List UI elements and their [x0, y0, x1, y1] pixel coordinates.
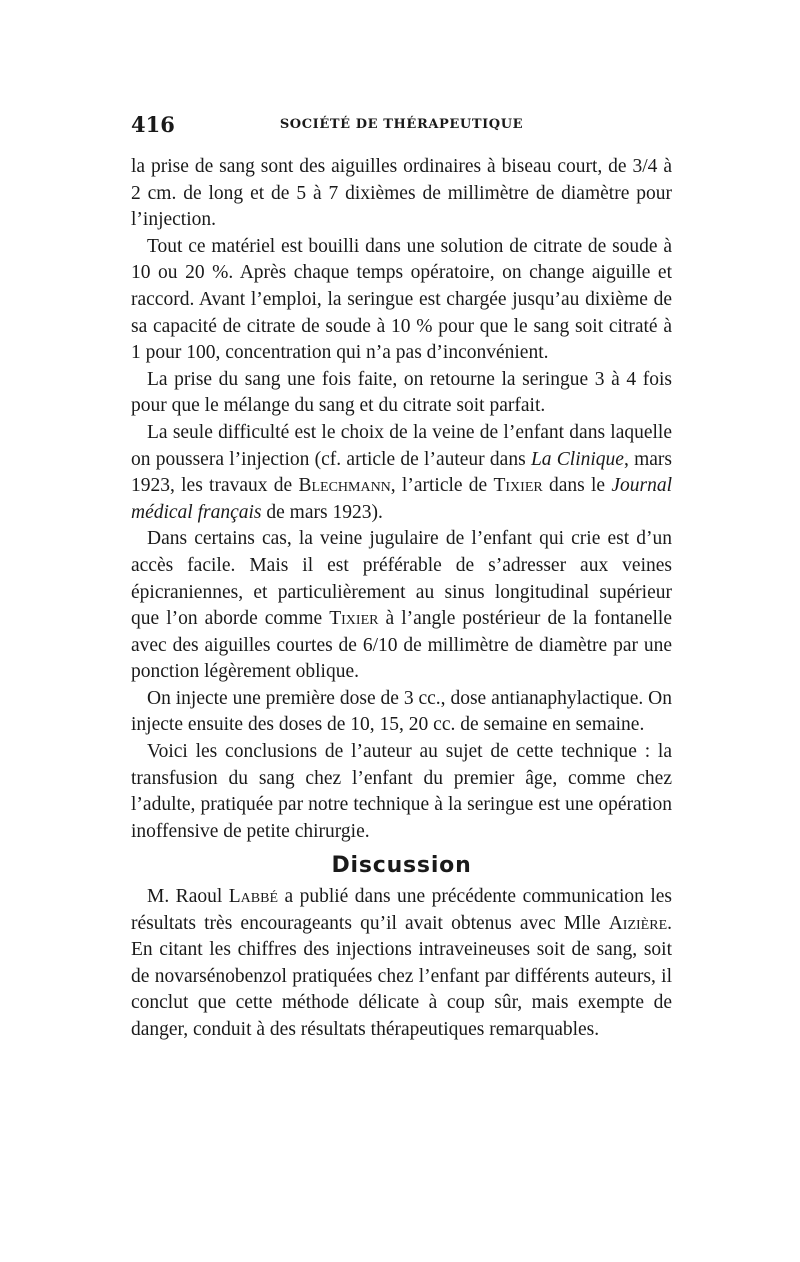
disc-text-c: a publié dans une précédente communication les résultats très encourageants qu’il avait obtenus avec Mlle — [131, 886, 673, 934]
journal-title-la-clinique: La Clinique — [530, 448, 624, 470]
page-number: 416 — [131, 112, 175, 137]
paragraph-4 — [131, 420, 672, 526]
disc-text-a: M. Raoul — [147, 886, 229, 908]
author-labbe: Labbé — [228, 886, 278, 908]
paragraph-1: la prise de sang sont des aiguilles ordinaires à biseau court, de 3/4 à 2 cm. de long et de 5 à 7 dixièmes de millimètre de diamètre pour l’injection. — [131, 156, 672, 231]
paragraph-discussion — [131, 884, 672, 1044]
body-text — [131, 154, 672, 1044]
p4-text-e: , l’article de — [390, 475, 494, 497]
p4-text-g: dans le — [542, 475, 612, 497]
paragraph-2: Tout ce matériel est bouilli dans une solution de citrate de soude à 10 ou 20 %. Après chaque temps opératoire, on change aiguille et raccord. Avant l’emploi, la seringue est chargée jusqu’au dixième de sa capacité de citrate de soude à 10 % pour que le sang soit citraté à 1 pour 100, concentration qui n’a pas d’inconvénient. — [131, 235, 672, 364]
p5-text-c: à l’angle postérieur de la fontanelle avec des aiguilles courtes de 6/10 de millimètre de diamètre par une ponction légèrement oblique. — [131, 608, 672, 683]
paragraph-7: Voici les conclusions de l’auteur au sujet de cette technique : la transfusion du sang chez l’enfant du premier âge, comme chez l’adulte, pratiquée par notre technique à la seringue est une opération inoffensive de petite chirurgie. — [131, 741, 672, 842]
journal-title-jmf: Journal médical français — [131, 475, 672, 523]
page-header — [131, 112, 672, 142]
disc-text-e: . En citant les chiffres des injections intraveineuses soit de sang, soit de novarsénobenzol pratiquées chez l’enfant par différents auteurs, il conclut que cette méthode délicate à coup sûr, mais exempte de danger, conduit à des résultats thérapeutiques remarquables. — [131, 912, 672, 1040]
running-head: SOCIÉTÉ DE THÉRAPEUTIQUE — [279, 117, 524, 132]
author-blechmann: Blechmann — [298, 475, 391, 497]
paragraph-3: La prise du sang une fois faite, on retourne la seringue 3 à 4 fois pour que le mélange du sang et du citrate soit parfait. — [131, 368, 672, 417]
author-tixier: Tixier — [493, 475, 543, 497]
section-title-discussion: Discussion — [331, 853, 472, 879]
paragraph-6: On injecte une première dose de 3 cc., dose antianaphylactique. On injecte ensuite des doses de 10, 15, 20 cc. de semaine en semaine. — [131, 687, 672, 736]
p4-text-c: , mars 1923, les travaux de — [131, 448, 673, 497]
author-aiziere: Aizière — [608, 912, 668, 934]
p4-text-a: La seule difficulté est le choix de la veine de l’enfant dans laquelle on poussera l’injection (cf. article de l’auteur dans — [131, 421, 672, 470]
p4-text-i: de mars 1923). — [261, 501, 383, 523]
author-tixier-2: Tixier — [329, 608, 379, 630]
p5-text-a: Dans certains cas, la veine jugulaire de l’enfant qui crie est d’un accès facile. Mais il est préférable de s’adresser aux veines épicraniennes, et particulièrement au sinus longitudinal supérieur que l’on aborde comme — [131, 528, 672, 630]
paragraph-5 — [131, 526, 672, 686]
